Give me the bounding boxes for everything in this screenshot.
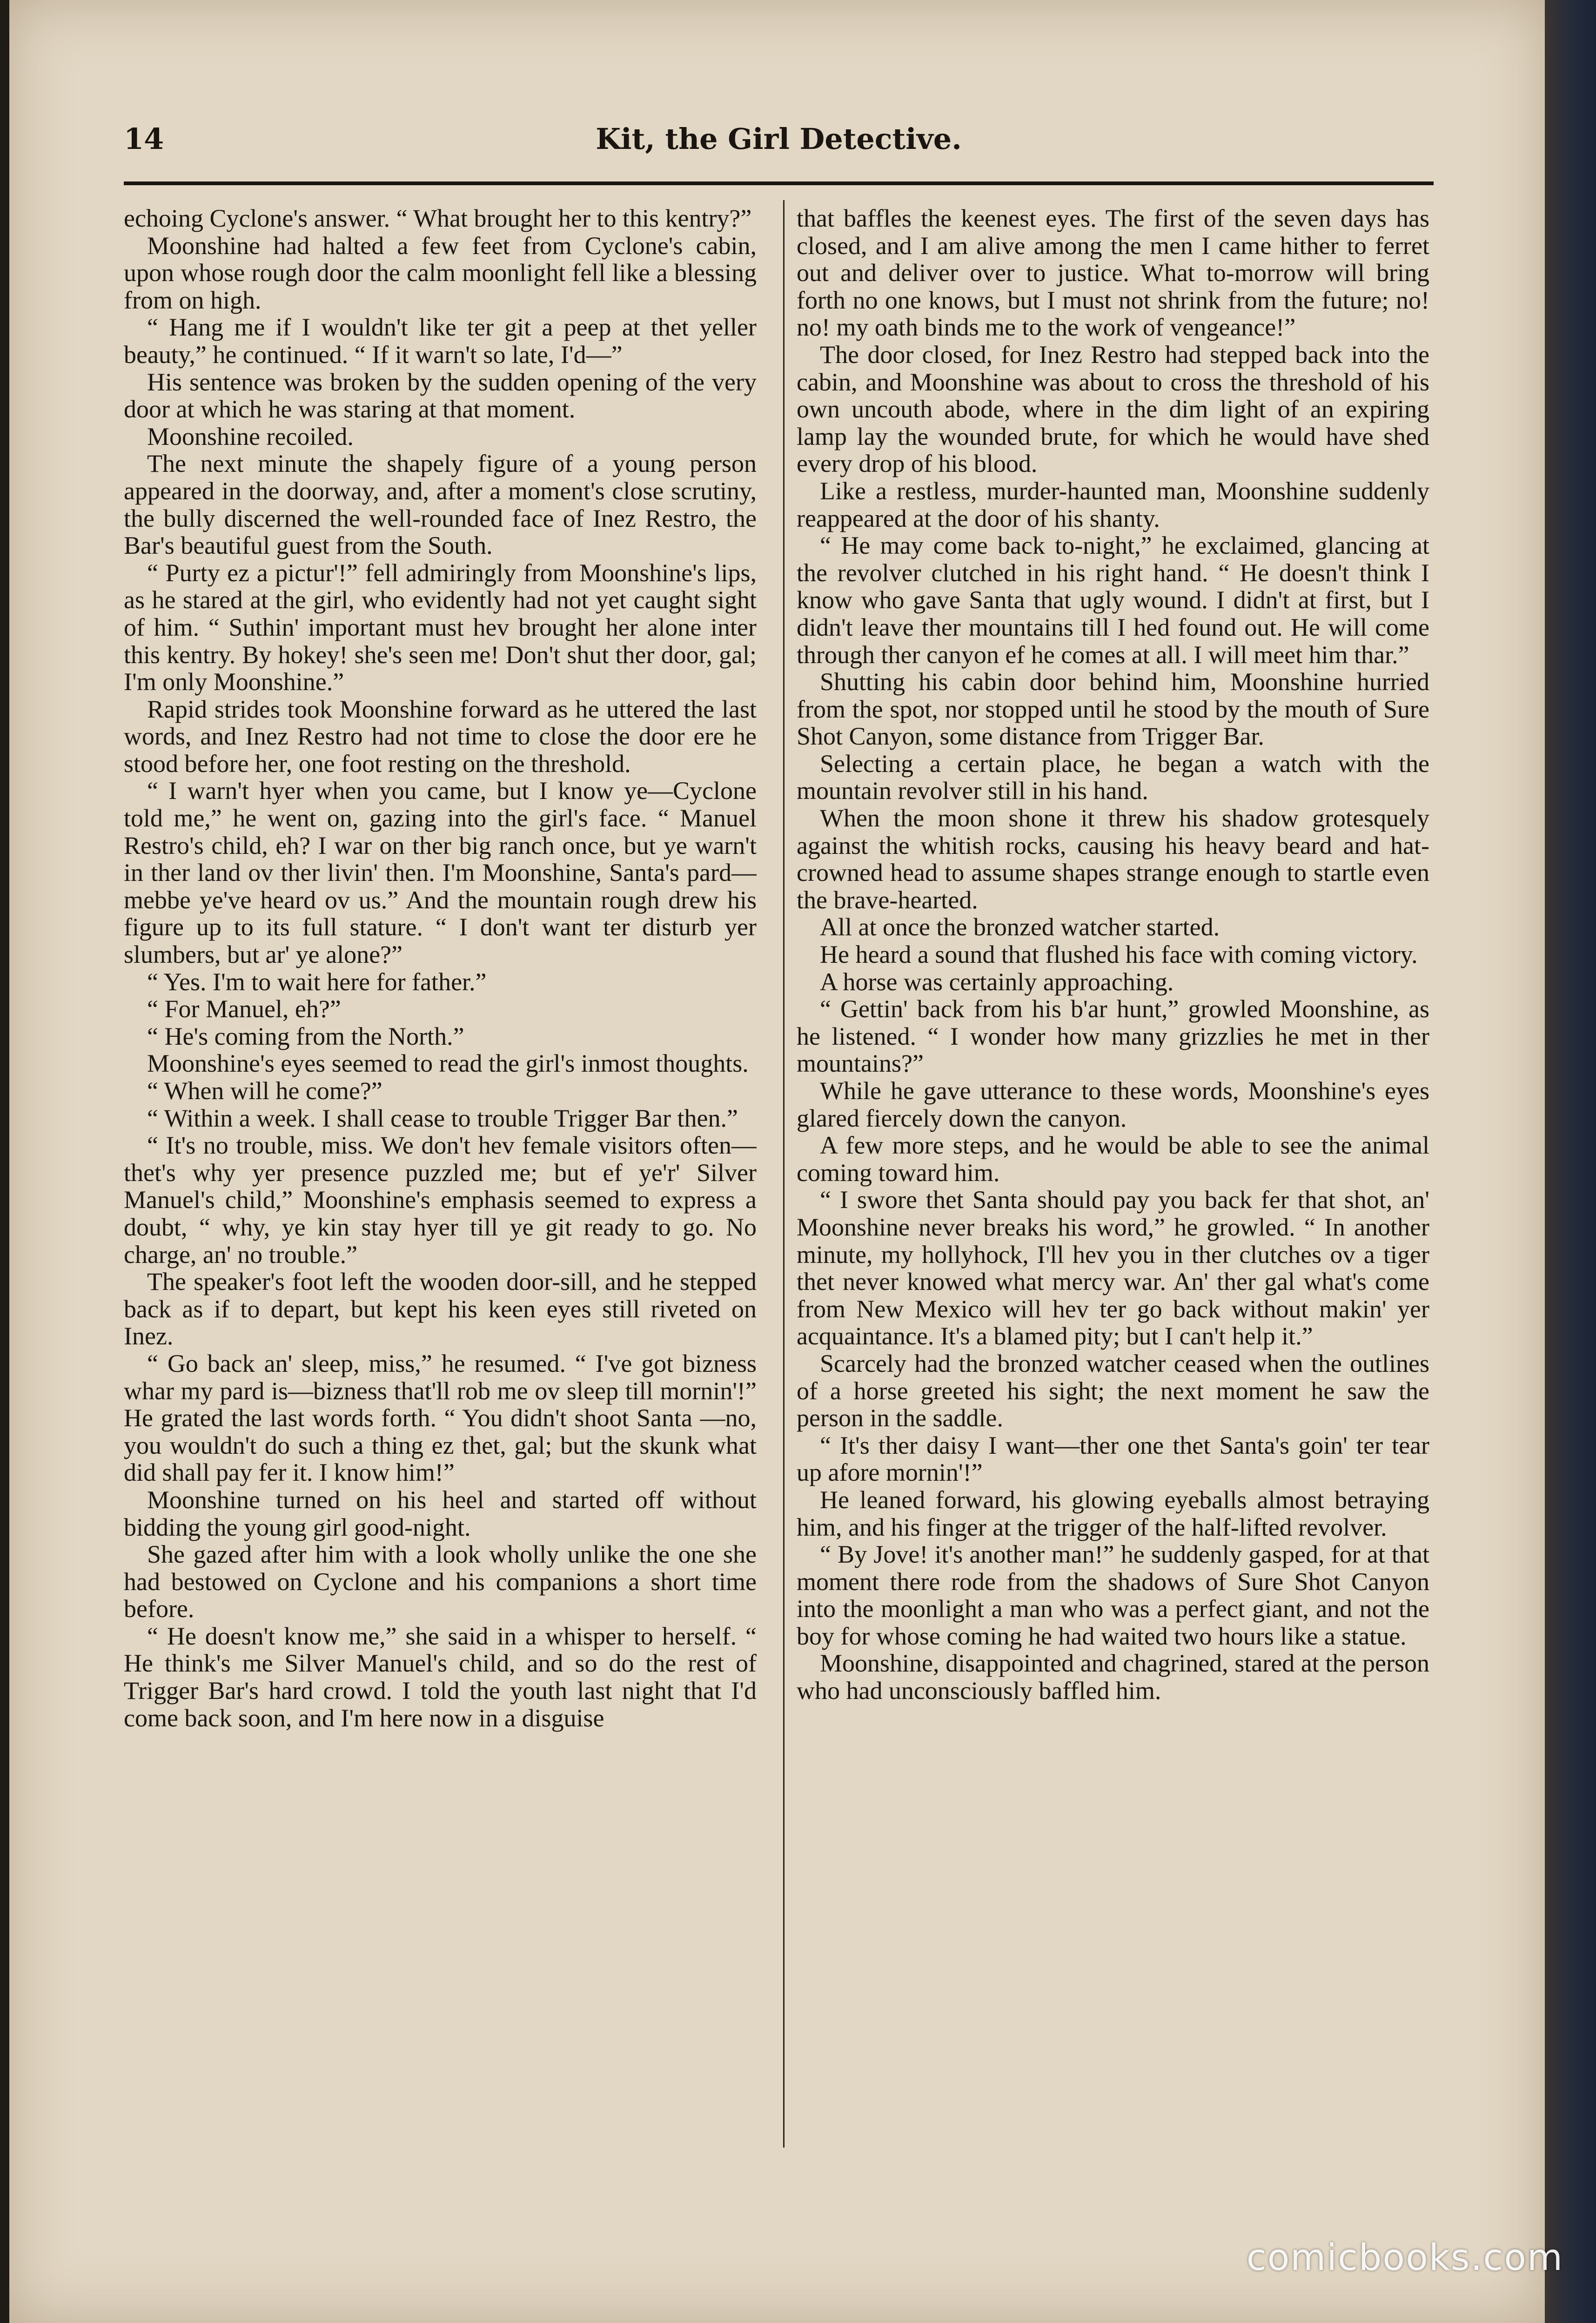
- paragraph: Shutting his cabin door behind him, Moonshine hurried from the spot, nor stopped until he stood by the mouth of Sure Shot Canyon, some distance from Trigger Bar.: [797, 668, 1429, 751]
- paragraph: “ He's coming from the North.”: [147, 1022, 464, 1050]
- paragraph: Scarcely had the bronzed watcher ceased when the outlines of a horse greeted his sight; the next moment he saw the person in the saddle.: [797, 1349, 1429, 1432]
- paragraph: She gazed after him with a look wholly unlike the one she had bestowed on Cyclone and his companions a short time before.: [124, 1540, 757, 1623]
- paragraph: “ Hang me if I wouldn't like ter git a peep at thet yeller beauty,” he continued. “ If it warn't so late, I'd—”: [124, 313, 757, 369]
- paragraph: “ Go back an' sleep, miss,” he resumed. “ I've got bizness whar my pard is—bizness that'll rob me ov sleep till mornin'!” He grated the last words forth. “ You didn't shoot Santa —no, you wouldn't do such a thing ez thet, gal; but the skunk what did shall pay fer it. I know him!”: [124, 1349, 757, 1487]
- paragraph: “ Gettin' back from his b'ar hunt,” growled Moonshine, as he listened. “ I wonder how many grizzlies he met in ther mountains?”: [797, 995, 1429, 1078]
- paragraph: A horse was certainly approaching.: [820, 967, 1174, 996]
- paragraph: He heard a sound that flushed his face with coming victory.: [820, 940, 1418, 969]
- paragraph: His sentence was broken by the sudden opening of the very door at which he was staring at that moment.: [124, 368, 757, 423]
- paragraph: “ Within a week. I shall cease to trouble Trigger Bar then.”: [147, 1104, 738, 1132]
- paragraph: “ I warn't hyer when you came, but I know ye—Cyclone told me,” he went on, gazing into the girl's face. “ Manuel Restro's child, eh? I war on ther big ranch once, but ye warn't in ther land ov ther livin' then. I'm Moonshine, Santa's pard—mebbe ye've heard ov us.” And the mountain rough drew his figure up to its full stature. “ I don't want ter disturb yer slumbers, but ar' ye alone?”: [124, 777, 757, 969]
- paragraph: Moonshine turned on his heel and started off without bidding the young girl good-night.: [124, 1485, 757, 1541]
- paragraph: A few more steps, and he would be able to see the animal coming toward him.: [797, 1131, 1429, 1187]
- paragraph: Rapid strides took Moonshine forward as he uttered the last words, and Inez Restro had not time to close the door ere he stood before her, one foot resting on the threshold.: [124, 695, 757, 778]
- right-column: [797, 205, 1429, 2150]
- header-rule: [124, 181, 1434, 185]
- left-column: [124, 205, 757, 2150]
- paragraph: “ It's ther daisy I want—ther one thet Santa's goin' ter tear up afore mornin'!”: [797, 1431, 1429, 1487]
- paragraph: The speaker's foot left the wooden door-sill, and he stepped back as if to depart, but kept his keen eyes still riveted on Inez.: [124, 1268, 757, 1350]
- paragraph: Moonshine had halted a few feet from Cyclone's cabin, upon whose rough door the calm moonlight fell like a blessing from on high.: [124, 231, 757, 314]
- page-header: [124, 122, 1434, 173]
- paragraph: Selecting a certain place, he began a watch with the mountain revolver still in his hand.: [797, 749, 1429, 805]
- paragraph: “ It's no trouble, miss. We don't hev female visitors often—thet's why yer presence puzzled me; but ef ye'r' Silver Manuel's child,” Moonshine's emphasis seemed to express a doubt, “ why, ye kin stay hyer till ye git ready to go. No charge, an' no trouble.”: [124, 1131, 757, 1269]
- paragraph: While he gave utterance to these words, Moonshine's eyes glared fiercely down the canyon.: [797, 1077, 1429, 1132]
- paragraph: Moonshine recoiled.: [147, 422, 354, 450]
- paragraph: All at once the bronzed watcher started.: [820, 913, 1220, 941]
- paragraph: He leaned forward, his glowing eyeballs almost betraying him, and his finger at the trigger of the half-lifted revolver.: [797, 1485, 1429, 1541]
- paragraph: echoing Cyclone's answer. “ What brought her to this kentry?”: [124, 205, 752, 232]
- paragraph: that baffles the keenest eyes. The first of the seven days has closed, and I am alive among the men I came hither to ferret out and deliver over to justice. What to-morrow will bring forth no one knows, but I must not shrink from the future; no! no! my oath binds me to the work of vengeance!”: [797, 205, 1429, 342]
- paragraph: “ For Manuel, eh?”: [147, 995, 341, 1023]
- page-number: 14: [124, 122, 164, 156]
- paragraph: “ Yes. I'm to wait here for father.”: [147, 967, 487, 996]
- paragraph: “ When will he come?”: [147, 1077, 382, 1105]
- paragraph: Like a restless, murder-haunted man, Moonshine suddenly reappeared at the door of his shanty.: [797, 477, 1429, 532]
- paragraph: “ By Jove! it's another man!” he suddenly gasped, for at that moment there rode from the shadows of Sure Shot Canyon into the moonlight a man who was a perfect giant, and not the boy for whose coming he had waited two hours like a statue.: [797, 1540, 1429, 1650]
- paragraph: Moonshine's eyes seemed to read the girl's inmost thoughts.: [147, 1049, 749, 1078]
- paragraph: “ I swore thet Santa should pay you back fer that shot, an' Moonshine never breaks his word,” he growled. “ In another minute, my hollyhock, I'll hev you in ther clutches ov a tiger thet never knowed what mercy war. An' ther gal what's come from New Mexico will hev ter go back without makin' yer acquaintance. It's a blamed pity; but I can't help it.”: [797, 1186, 1429, 1350]
- paragraph: When the moon shone it threw his shadow grotesquely against the whitish rocks, causing his heavy beard and hat-crowned head to assume shapes strange enough to startle even the brave-hearted.: [797, 804, 1429, 914]
- book-binding-edge: [1545, 0, 1596, 2323]
- column-divider: [783, 200, 785, 2148]
- paragraph: “ He may come back to-night,” he exclaimed, glancing at the revolver clutched in his right hand. “ He doesn't think I know who gave Santa that ugly wound. I didn't at first, but I didn't leave ther mountains till I hed found out. He will come through ther canyon ef he comes at all. I will meet him thar.”: [797, 531, 1429, 669]
- running-title: Kit, the Girl Detective.: [596, 122, 962, 156]
- paragraph: Moonshine, disappointed and chagrined, stared at the person who had unconsciously baffled him.: [797, 1649, 1429, 1705]
- paragraph: “ He doesn't know me,” she said in a whisper to herself. “ He think's me Silver Manuel's child, and so do the rest of Trigger Bar's hard crowd. I told the youth last night that I'd come back soon, and I'm here now in a disguise: [124, 1622, 757, 1732]
- paragraph: “ Purty ez a pictur'!” fell admiringly from Moonshine's lips, as he stared at the girl, who evidently had not yet caught sight of him. “ Suthin' important must hev brought her alone inter this kentry. By hokey! she's seen me! Don't shut ther door, gal; I'm only Moonshine.”: [124, 558, 757, 696]
- paragraph: The door closed, for Inez Restro had stepped back into the cabin, and Moonshine was about to cross the threshold of his own uncouth abode, where in the dim light of an expiring lamp lay the wounded brute, for which he would have shed every drop of his blood.: [797, 340, 1429, 478]
- paragraph: The next minute the shapely figure of a young person appeared in the doorway, and, after a moment's close scrutiny, the bully discerned the well-rounded face of Inez Restro, the Bar's beautiful guest from the South.: [124, 450, 757, 560]
- site-watermark: comicbooks.com: [1246, 2237, 1563, 2279]
